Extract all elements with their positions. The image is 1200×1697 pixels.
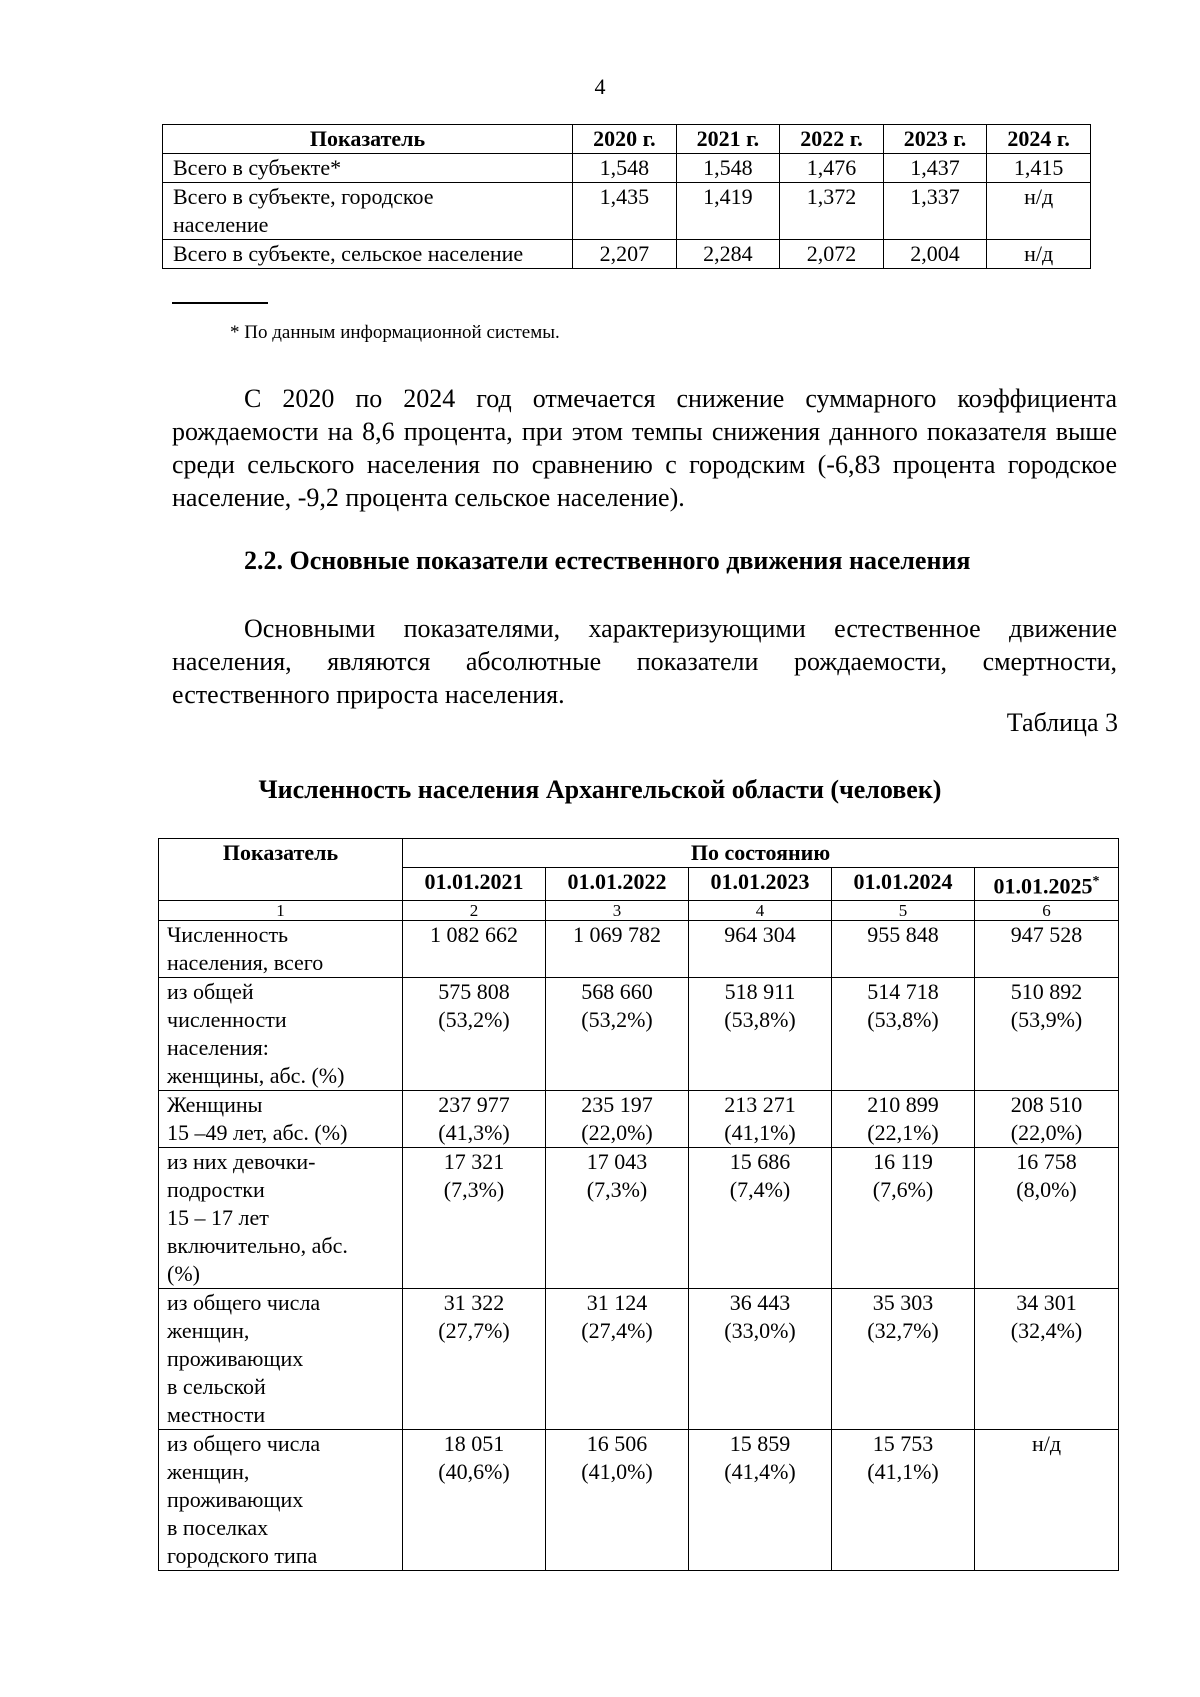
cell-percent: (7,3%) <box>586 1177 648 1203</box>
cell-value: 510 892 <box>1010 979 1083 1005</box>
table-cell: 1,437 <box>883 154 987 183</box>
table-cell <box>689 1091 832 1148</box>
paragraph-natural-movement: Основными показателями, характеризующими естественное движение населения, являются абсолютные показатели рождаемости, смертности, естественного прироста населения. <box>172 614 1117 709</box>
cell-percent: (41,1%) <box>724 1120 796 1146</box>
cell-value: 518 911 <box>724 979 796 1005</box>
cell-percent: (53,9%) <box>1010 1007 1083 1033</box>
row-label <box>159 1148 403 1289</box>
row-label-line: 15 – 17 лет <box>167 1205 269 1231</box>
row-label-line: местности <box>167 1402 266 1428</box>
table-cell: 2,072 <box>780 240 884 269</box>
row-label-line: женщин, <box>167 1459 250 1485</box>
cell-percent: (32,4%) <box>1010 1318 1083 1344</box>
birth-rate-table <box>162 124 1091 269</box>
cell-value: 34 301 <box>1016 1290 1077 1316</box>
row-label-line: Женщины <box>167 1092 263 1118</box>
table-cell <box>689 1289 832 1430</box>
row-label-line: населения, всего <box>167 950 324 976</box>
cell-value: 208 510 <box>1010 1092 1083 1118</box>
footnote: * По данным информационной системы. <box>230 322 560 343</box>
row-label <box>163 240 573 269</box>
column-header-date-last <box>975 868 1119 901</box>
table-cell <box>975 1091 1119 1148</box>
cell-value: 35 303 <box>872 1290 934 1316</box>
row-label-line: подростки <box>167 1177 265 1203</box>
row-label <box>159 1430 403 1571</box>
column-header: 2024 г. <box>987 125 1091 154</box>
table-cell <box>689 921 832 978</box>
table-cell <box>546 921 689 978</box>
cell-value: 964 304 <box>724 922 796 948</box>
row-label <box>159 1091 403 1148</box>
column-number: 2 <box>403 901 546 921</box>
table-cell: 1,415 <box>987 154 1091 183</box>
table-cell <box>832 978 975 1091</box>
cell-value: 18 051 <box>443 1431 505 1457</box>
cell-percent: (27,7%) <box>438 1318 510 1344</box>
table-row <box>159 921 1119 978</box>
footnote-mark: * <box>1092 874 1100 889</box>
table-cell <box>832 1148 975 1289</box>
cell-value: 210 899 <box>867 1092 939 1118</box>
row-label-line: Всего в субъекте, сельское население <box>173 241 524 266</box>
cell-value: 31 322 <box>443 1290 505 1316</box>
column-header-group: По состоянию <box>403 839 1119 868</box>
table-cell <box>689 1148 832 1289</box>
row-label-line: Численность <box>167 922 289 948</box>
column-header-date: 01.01.2021 <box>403 868 546 901</box>
table-header-row <box>159 839 1119 868</box>
table-cell <box>546 1148 689 1289</box>
footnote-divider <box>172 302 268 304</box>
table-cell <box>689 978 832 1091</box>
column-number: 5 <box>832 901 975 921</box>
column-header-date: 01.01.2023 <box>689 868 832 901</box>
table-cell <box>832 1091 975 1148</box>
cell-value: 17 043 <box>586 1149 648 1175</box>
table-cell <box>975 1148 1119 1289</box>
page-number: 4 <box>594 74 606 99</box>
table-cell <box>403 1148 546 1289</box>
column-header: 2020 г. <box>573 125 677 154</box>
row-label-line: население <box>173 212 269 237</box>
table-row <box>159 1148 1119 1289</box>
table-label: Таблица 3 <box>1006 708 1118 737</box>
cell-percent: (22,1%) <box>867 1120 939 1146</box>
cell-value: 947 528 <box>1010 922 1083 948</box>
cell-percent: (53,2%) <box>438 1007 510 1033</box>
table-cell <box>546 1430 689 1571</box>
table-cell <box>975 1430 1119 1571</box>
row-label <box>163 183 573 240</box>
cell-value: 31 124 <box>586 1290 648 1316</box>
table-cell <box>403 1430 546 1571</box>
table-row <box>159 978 1119 1091</box>
table-cell <box>546 1091 689 1148</box>
column-header-date: 01.01.2022 <box>546 868 689 901</box>
row-label-line: численности <box>167 1007 287 1033</box>
table-cell: 2,284 <box>676 240 780 269</box>
column-header: 2022 г. <box>780 125 884 154</box>
column-header-indicator: Показатель <box>159 839 403 901</box>
table-row <box>163 240 1091 269</box>
column-number: 3 <box>546 901 689 921</box>
column-number-row <box>159 901 1119 921</box>
table-cell <box>403 1091 546 1148</box>
table-row <box>163 183 1091 240</box>
row-label-line: женщин, <box>167 1318 250 1344</box>
table-cell <box>403 978 546 1091</box>
cell-percent: (53,8%) <box>724 1007 796 1033</box>
row-label <box>159 921 403 978</box>
cell-value: 36 443 <box>729 1290 791 1316</box>
row-label-line: (%) <box>167 1261 200 1287</box>
column-header-date: 01.01.2024 <box>832 868 975 901</box>
row-label-line: в поселках <box>167 1515 269 1541</box>
table-row <box>159 1091 1119 1148</box>
cell-percent: (53,8%) <box>867 1007 939 1033</box>
row-label-line: из них девочки- <box>167 1149 316 1175</box>
cell-percent: (41,3%) <box>438 1120 510 1146</box>
table-cell <box>975 978 1119 1091</box>
table-cell <box>546 1289 689 1430</box>
cell-percent: (53,2%) <box>581 1007 653 1033</box>
row-label-line: из общей <box>167 979 254 1005</box>
row-label-line: Всего в субъекте* <box>173 155 342 180</box>
table-row <box>159 1289 1119 1430</box>
table-cell <box>546 978 689 1091</box>
row-label-line: населения: <box>167 1035 269 1061</box>
cell-value: 235 197 <box>581 1092 653 1118</box>
cell-value: 213 271 <box>724 1092 796 1118</box>
cell-value: 15 859 <box>729 1431 791 1457</box>
cell-value: 568 660 <box>581 979 653 1005</box>
column-header: 2023 г. <box>883 125 987 154</box>
section-heading: 2.2. Основные показатели естественного движения населения <box>244 546 971 575</box>
row-label <box>159 1289 403 1430</box>
row-label-line: из общего числа <box>167 1431 321 1457</box>
table-cell <box>403 1289 546 1430</box>
row-label-line: включительно, абс. <box>167 1233 348 1259</box>
cell-percent: (40,6%) <box>438 1459 510 1485</box>
table-cell: 2,207 <box>573 240 677 269</box>
cell-value: 955 848 <box>867 922 939 948</box>
table-cell: 1,419 <box>676 183 780 240</box>
table-cell <box>832 1289 975 1430</box>
table-cell <box>975 921 1119 978</box>
table-cell: 1,476 <box>780 154 884 183</box>
table-cell <box>975 1289 1119 1430</box>
paragraph-birth-rate: С 2020 по 2024 год отмечается снижение суммарного коэффициента рождаемости на 8,6 процента, при этом темпы снижения данного показателя выше среди сельского населения по сравнению с городским (-6,83 процента городское население, -9,2 процента сельское население). <box>172 384 1117 512</box>
table-cell <box>689 1430 832 1571</box>
cell-percent: (7,4%) <box>729 1177 791 1203</box>
cell-percent: (32,7%) <box>867 1318 939 1344</box>
table-header-row <box>163 125 1091 154</box>
table-row <box>163 154 1091 183</box>
table-cell <box>832 1430 975 1571</box>
row-label-line: городского типа <box>167 1543 318 1569</box>
table-cell: н/д <box>987 183 1091 240</box>
table-cell <box>832 921 975 978</box>
cell-percent: (41,1%) <box>867 1459 939 1485</box>
table-row <box>159 1430 1119 1571</box>
cell-value: 15 753 <box>872 1431 934 1457</box>
cell-percent: (33,0%) <box>724 1318 796 1344</box>
cell-percent: (41,0%) <box>581 1459 653 1485</box>
cell-value: 1 069 782 <box>573 922 661 948</box>
table-cell: 1,548 <box>573 154 677 183</box>
cell-value: н/д <box>1031 1431 1062 1457</box>
row-label-line: из общего числа <box>167 1290 321 1316</box>
cell-percent: (7,3%) <box>443 1177 505 1203</box>
cell-value: 16 506 <box>586 1431 648 1457</box>
column-header: 2021 г. <box>676 125 780 154</box>
column-header: Показатель <box>163 125 573 154</box>
cell-percent: (41,4%) <box>724 1459 796 1485</box>
date-text: 01.01.2025 <box>993 873 1093 899</box>
table-cell: н/д <box>987 240 1091 269</box>
column-number: 1 <box>159 901 403 921</box>
cell-percent: (8,0%) <box>1016 1177 1077 1203</box>
column-number: 6 <box>975 901 1119 921</box>
row-label-line: женщины, абс. (%) <box>167 1063 345 1089</box>
column-number: 4 <box>689 901 832 921</box>
row-label <box>163 154 573 183</box>
row-label-line: проживающих <box>167 1487 304 1513</box>
cell-value: 514 718 <box>867 979 939 1005</box>
cell-value: 575 808 <box>438 979 510 1005</box>
population-table <box>158 838 1119 1571</box>
table-cell: 2,004 <box>883 240 987 269</box>
row-label <box>159 978 403 1091</box>
cell-percent: (27,4%) <box>581 1318 653 1344</box>
cell-percent: (22,0%) <box>1010 1120 1083 1146</box>
cell-percent: (22,0%) <box>581 1120 653 1146</box>
row-label-line: в сельской <box>167 1374 266 1400</box>
row-label-line: Всего в субъекте, городское <box>173 184 434 209</box>
cell-value: 237 977 <box>438 1092 510 1118</box>
cell-value: 16 758 <box>1016 1149 1077 1175</box>
table-cell: 1,372 <box>780 183 884 240</box>
cell-value: 1 082 662 <box>430 922 518 948</box>
table-cell <box>403 921 546 978</box>
cell-value: 17 321 <box>443 1149 505 1175</box>
cell-percent: (7,6%) <box>872 1177 934 1203</box>
row-label-line: проживающих <box>167 1346 304 1372</box>
cell-value: 15 686 <box>729 1149 791 1175</box>
table-title: Численность населения Архангельской области (человек) <box>258 775 942 804</box>
table-cell: 1,337 <box>883 183 987 240</box>
row-label-line: 15 –49 лет, абс. (%) <box>167 1120 348 1146</box>
table-cell: 1,435 <box>573 183 677 240</box>
table-cell: 1,548 <box>676 154 780 183</box>
cell-value: 16 119 <box>873 1149 933 1175</box>
